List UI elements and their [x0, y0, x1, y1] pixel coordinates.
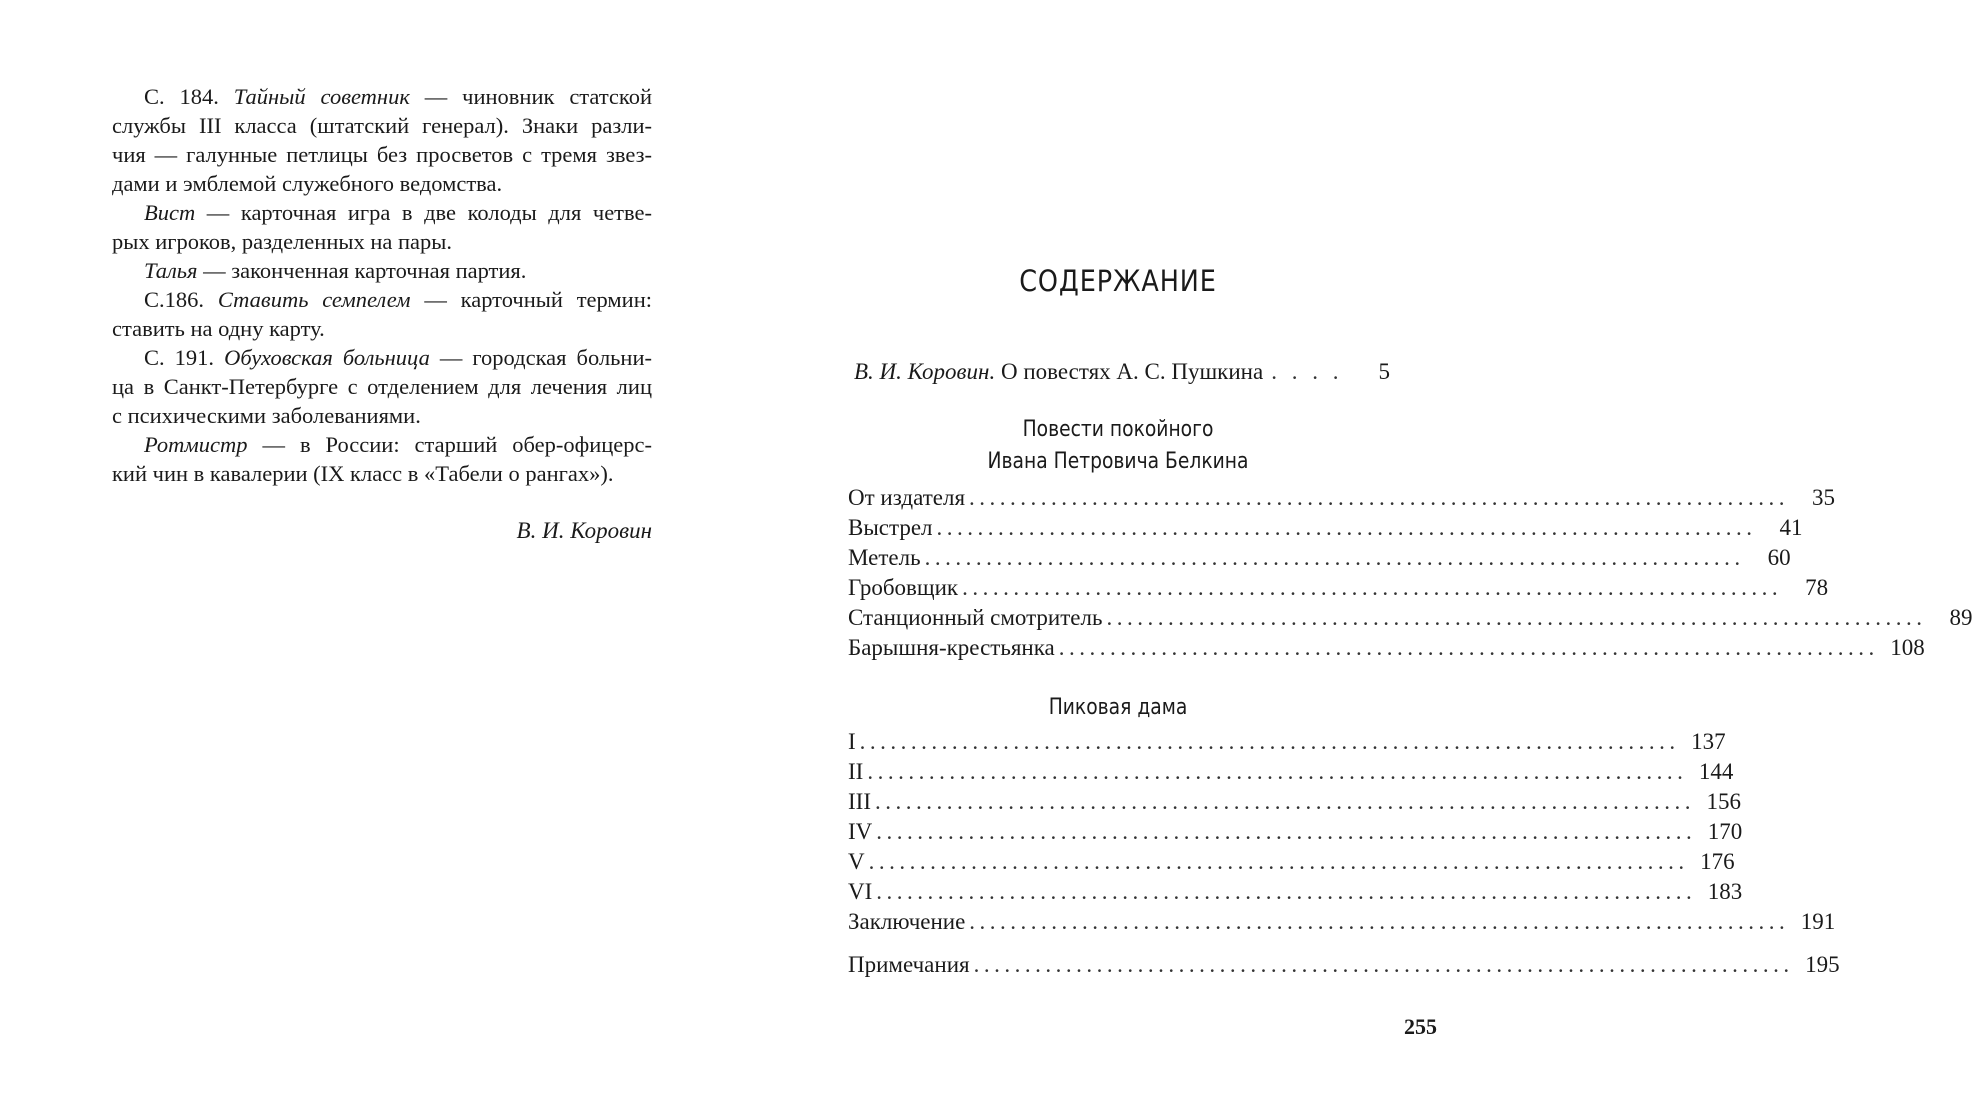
notes-page	[112, 82, 652, 488]
toc-entry-title: От издателя	[848, 485, 966, 510]
toc-entry-title: Гробовщик	[848, 575, 959, 600]
notes-signature: В. И. Коровин	[516, 518, 652, 543]
queen-entry[interactable]	[848, 819, 1743, 849]
dot-leader: ................................................................................	[867, 759, 1688, 784]
dot-leader: ................................................................................	[924, 545, 1745, 570]
toc-page-number: 144	[1698, 759, 1734, 784]
toc-entry-title: IV	[848, 819, 873, 844]
toc-page-number: 183	[1707, 879, 1743, 904]
dot-leader: ................................................................................	[973, 952, 1794, 977]
queen-entry[interactable]	[848, 849, 1735, 879]
queen-entry[interactable]	[848, 879, 1743, 909]
dot-leader: ................................................................................	[969, 485, 1790, 510]
queen-entry[interactable]	[848, 759, 1734, 789]
note-obukhov-hospital: С. 191. Обуховская больница — городская больни- ца в Санкт-Петербурге с отделением для лечения лиц с психическими заболеваниями.	[112, 345, 653, 428]
toc-page-number: 176	[1700, 849, 1735, 874]
toc-page-number: 156	[1706, 789, 1741, 814]
dot-leader: ................................................................................	[1058, 635, 1879, 660]
page-number: 255	[1404, 1014, 1437, 1039]
queen-entry[interactable]	[848, 789, 1741, 819]
belkin-entry[interactable]	[848, 575, 1829, 605]
dot-leader: ................................................................................	[969, 909, 1790, 934]
toc-entry-title: VI	[848, 879, 873, 904]
toc-page-number: 195	[1805, 952, 1840, 977]
queen-entry[interactable]	[848, 729, 1726, 759]
note-rotmistr: Ротмистр — в России: старший обер-офицерс- кий чин в кавалерии (IX класс в «Табели о рангах»).	[112, 432, 652, 486]
toc-page-number: 78	[1805, 575, 1829, 600]
toc-entry-title: Метель	[848, 545, 921, 570]
dot-leader: ................................................................................	[876, 819, 1697, 844]
toc-page-number: 89	[1949, 605, 1972, 630]
toc-entry-title: Заключение	[848, 909, 966, 934]
dot-leader: ................................................................................	[868, 849, 1689, 874]
toc-section-belkin: Повести покойного Ивана Петровича Белкина	[987, 417, 1249, 474]
toc-entry-title: V	[848, 849, 865, 874]
toc-entry-title: Барышня-крестьянка	[848, 635, 1055, 660]
dot-leader: ................................................................................	[1106, 605, 1927, 630]
toc-entry-title: Выстрел	[848, 515, 933, 540]
toc-page-number: 170	[1707, 819, 1743, 844]
toc-entry-notes[interactable]: Примечания ................................................................................ 195	[848, 952, 1840, 977]
belkin-entry[interactable]	[848, 545, 1791, 575]
note-whist: Вист — карточная игра в две колоды для четве- рых игроков, разделенных на пары.	[112, 200, 652, 254]
toc-page-number: 5	[1378, 359, 1390, 384]
toc-page-number: 60	[1767, 545, 1791, 570]
toc-page-number: 191	[1800, 909, 1836, 934]
dot-leader: . . . .	[1271, 359, 1343, 384]
dot-leader: ................................................................................	[962, 575, 1783, 600]
belkin-entry[interactable]	[848, 515, 1803, 545]
toc-section-queen-of-spades: Пиковая дама	[1048, 695, 1188, 720]
dot-leader: ................................................................................	[859, 729, 1680, 754]
toc-entry-intro[interactable]: В. И. Коровин. О повестях А. С. Пушкина . . . . 5	[854, 359, 1390, 384]
toc-title: СОДЕРЖАНИЕ	[1019, 264, 1217, 298]
dot-leader: ................................................................................	[874, 789, 1695, 814]
belkin-entry[interactable]	[848, 635, 1925, 665]
toc-page-number: 137	[1691, 729, 1726, 754]
toc-entry-title: Станционный смотритель	[848, 605, 1103, 630]
toc-entry-title: II	[848, 759, 864, 784]
dot-leader: ................................................................................	[936, 515, 1757, 540]
note-talya: Талья — законченная карточная партия.	[144, 258, 527, 283]
toc-page-number: 35	[1812, 485, 1836, 510]
belkin-entry[interactable]	[848, 485, 1836, 515]
toc-page-number: 108	[1890, 635, 1925, 660]
queen-entry[interactable]	[848, 909, 1836, 939]
belkin-entry[interactable]	[848, 605, 1972, 635]
note-sempel: С.186. Ставить семпелем — карточный термин: ставить на одну карту.	[112, 287, 652, 341]
toc-entry-title: I	[848, 729, 856, 754]
toc-entry-title: III	[848, 789, 871, 814]
dot-leader: ................................................................................	[876, 879, 1697, 904]
note-secret-councillor: С. 184. Тайный советник — чиновник статской службы III класса (штатский генерал). Знаки разли- чия — галунные петлицы без просветов с тремя звез- дами и эмблемой служебного ведомства.	[112, 84, 652, 196]
toc-page-number: 41	[1779, 515, 1803, 540]
